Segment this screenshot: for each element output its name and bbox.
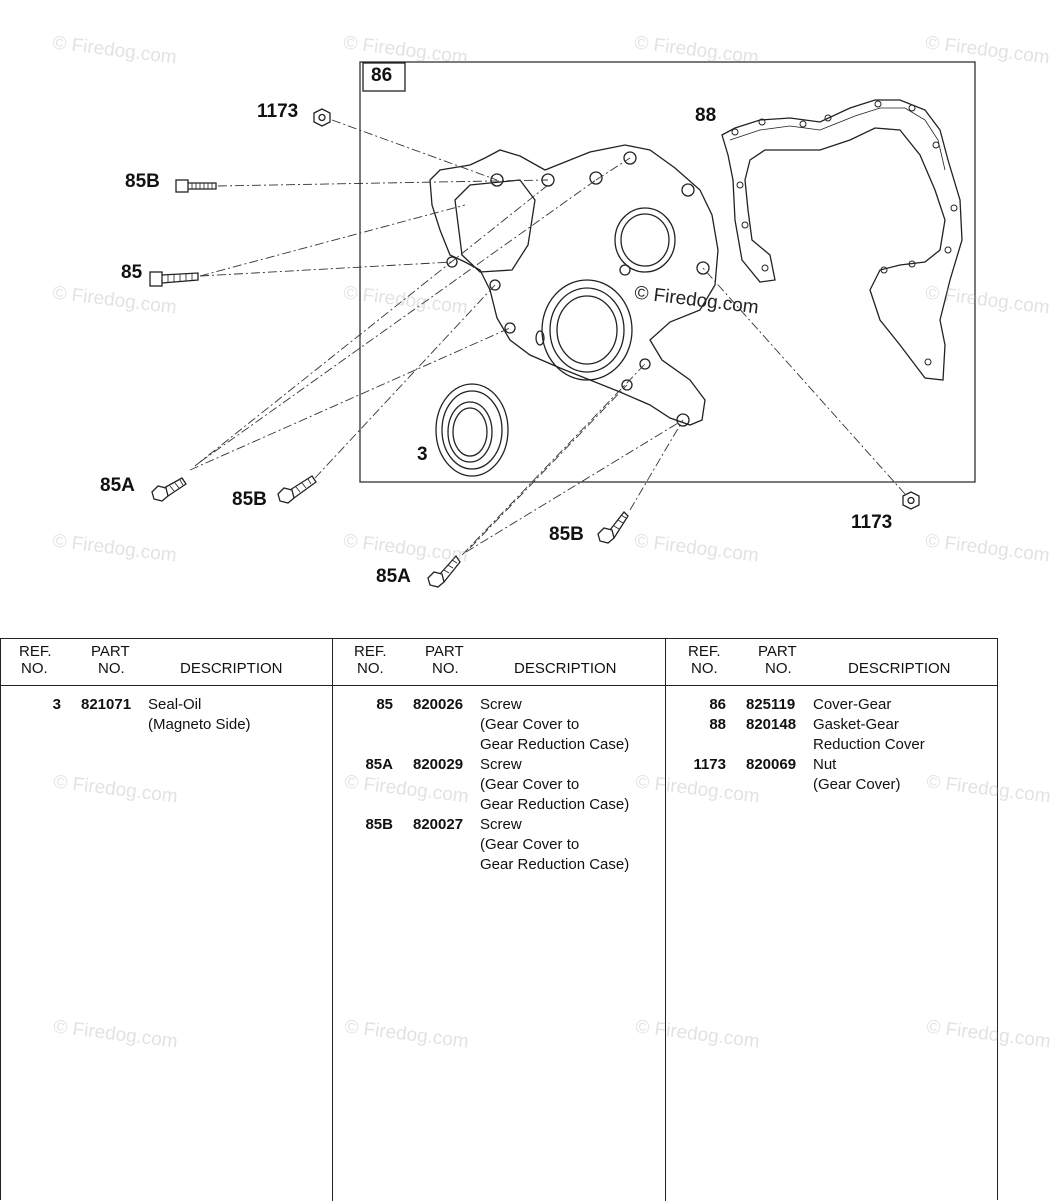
header-ref-line2: NO. <box>21 660 48 677</box>
header-part-line2: NO. <box>432 660 459 677</box>
description: Screw <box>480 696 522 713</box>
screw-85A-bottom <box>428 556 460 587</box>
description: Gasket-Gear <box>813 716 899 733</box>
table-row <box>1 695 332 715</box>
part-no: 825119 <box>746 696 796 713</box>
description: (Magneto Side) <box>148 716 251 733</box>
ref-no: 85B <box>365 816 393 833</box>
description: (Gear Cover to <box>480 716 580 733</box>
watermark: © Firedog.com <box>924 530 1051 567</box>
ref-no: 3 <box>52 696 61 713</box>
screw-85 <box>150 272 198 286</box>
watermark: © Firedog.com <box>925 1016 1052 1053</box>
gear-cover-outline <box>430 145 718 425</box>
header-part-line1: PART <box>758 643 797 660</box>
hex-nut-top <box>314 109 330 126</box>
header-part-line1: PART <box>91 643 130 660</box>
parts-table <box>0 638 1052 1200</box>
description: Gear Reduction Case) <box>480 856 630 873</box>
header-part-line2: NO. <box>98 660 125 677</box>
assembly-frame <box>360 62 975 482</box>
watermark: © Firedog.com <box>633 530 760 567</box>
hex-nut-right <box>903 492 919 509</box>
watermark: © Firedog.com <box>52 1016 179 1053</box>
description: Seal-Oil <box>148 696 202 713</box>
parts-drawing <box>0 0 1000 600</box>
ref-no: 86 <box>709 696 726 713</box>
table-row <box>333 815 666 835</box>
table-row <box>666 775 998 795</box>
watermark: © Firedog.com <box>924 282 1051 319</box>
gear-cover-boss <box>455 180 535 272</box>
screw-85B-right <box>598 512 628 543</box>
table-row <box>666 755 998 775</box>
ref-no: 1173 <box>693 756 726 773</box>
watermark: © Firedog.com <box>633 282 760 319</box>
description: Screw <box>480 756 522 773</box>
callout-85B-mid: 85B <box>232 489 267 510</box>
watermark: © Firedog.com <box>51 32 178 69</box>
watermark: © Firedog.com <box>51 530 178 567</box>
table-header <box>333 639 666 686</box>
watermark: © Firedog.com <box>342 530 469 567</box>
description: (Gear Cover to <box>480 776 580 793</box>
header-description: DESCRIPTION <box>514 660 617 677</box>
watermark: © Firedog.com <box>634 1016 761 1053</box>
header-part-line2: NO. <box>765 660 792 677</box>
description: Nut <box>813 756 837 773</box>
table-row <box>1 715 332 735</box>
watermark: © Firedog.com <box>924 32 1051 69</box>
description: Screw <box>480 816 522 833</box>
callout-85B-right: 85B <box>549 524 584 545</box>
table-row <box>333 715 666 735</box>
gasket-outline <box>722 100 962 380</box>
header-ref-line2: NO. <box>691 660 718 677</box>
description: Gear Reduction Case) <box>480 796 630 813</box>
ref-no: 85 <box>376 696 393 713</box>
watermark: © Firedog.com <box>342 282 469 319</box>
description: Cover-Gear <box>813 696 892 713</box>
watermark: © Firedog.com <box>633 32 760 69</box>
description: (Gear Cover to <box>480 836 580 853</box>
watermark: © Firedog.com <box>52 771 179 808</box>
header-ref-line1: REF. <box>19 643 52 660</box>
header-part-line1: PART <box>425 643 464 660</box>
header-ref-line1: REF. <box>688 643 721 660</box>
watermark: © Firedog.com <box>51 282 178 319</box>
callout-85: 85 <box>121 262 143 283</box>
table-row <box>333 795 666 815</box>
watermark: © Firedog.com <box>342 32 469 69</box>
table-row <box>333 755 666 775</box>
callout-3: 3 <box>417 444 428 465</box>
callout-1173-right: 1173 <box>851 512 893 533</box>
table-column-1 <box>1 639 332 1201</box>
watermark: © Firedog.com <box>343 1016 470 1053</box>
description: (Gear Cover) <box>813 776 901 793</box>
callout-85B-top: 85B <box>125 171 160 192</box>
table-row <box>666 715 998 735</box>
table-row <box>333 775 666 795</box>
callout-85A-left: 85A <box>100 475 135 496</box>
table-row <box>333 835 666 855</box>
ref-no: 88 <box>709 716 726 733</box>
part-no: 820148 <box>746 716 797 733</box>
callout-86: 86 <box>371 65 393 86</box>
callout-1173-top: 1173 <box>257 101 299 122</box>
table-row <box>666 695 998 715</box>
table-column-2 <box>332 639 666 1201</box>
screw-85B-top <box>176 180 216 192</box>
part-no: 820029 <box>413 756 464 773</box>
part-no: 820069 <box>746 756 797 773</box>
part-no: 821071 <box>81 696 132 713</box>
watermark: © Firedog.com <box>343 771 470 808</box>
table-row <box>333 855 666 875</box>
exploded-parts-diagram <box>0 0 1051 600</box>
screw-85B-mid <box>278 476 316 503</box>
oil-seal <box>436 384 508 476</box>
description: Reduction Cover <box>813 736 925 753</box>
table-row <box>333 695 666 715</box>
screw-85A-left <box>152 478 186 501</box>
header-description: DESCRIPTION <box>848 660 951 677</box>
table-row <box>666 735 998 755</box>
part-no: 820026 <box>413 696 464 713</box>
table-header <box>666 639 998 686</box>
header-ref-line1: REF. <box>354 643 387 660</box>
description: Gear Reduction Case) <box>480 736 630 753</box>
table-column-3 <box>665 639 998 1201</box>
watermark: © Firedog.com <box>925 771 1052 808</box>
ref-no: 85A <box>365 756 393 773</box>
part-no: 820027 <box>413 816 464 833</box>
header-description: DESCRIPTION <box>180 660 283 677</box>
table-header <box>1 639 332 686</box>
table-row <box>333 735 666 755</box>
header-ref-line2: NO. <box>357 660 384 677</box>
watermark: © Firedog.com <box>634 771 761 808</box>
callout-85A-bottom: 85A <box>376 566 411 587</box>
callout-88: 88 <box>695 105 717 126</box>
